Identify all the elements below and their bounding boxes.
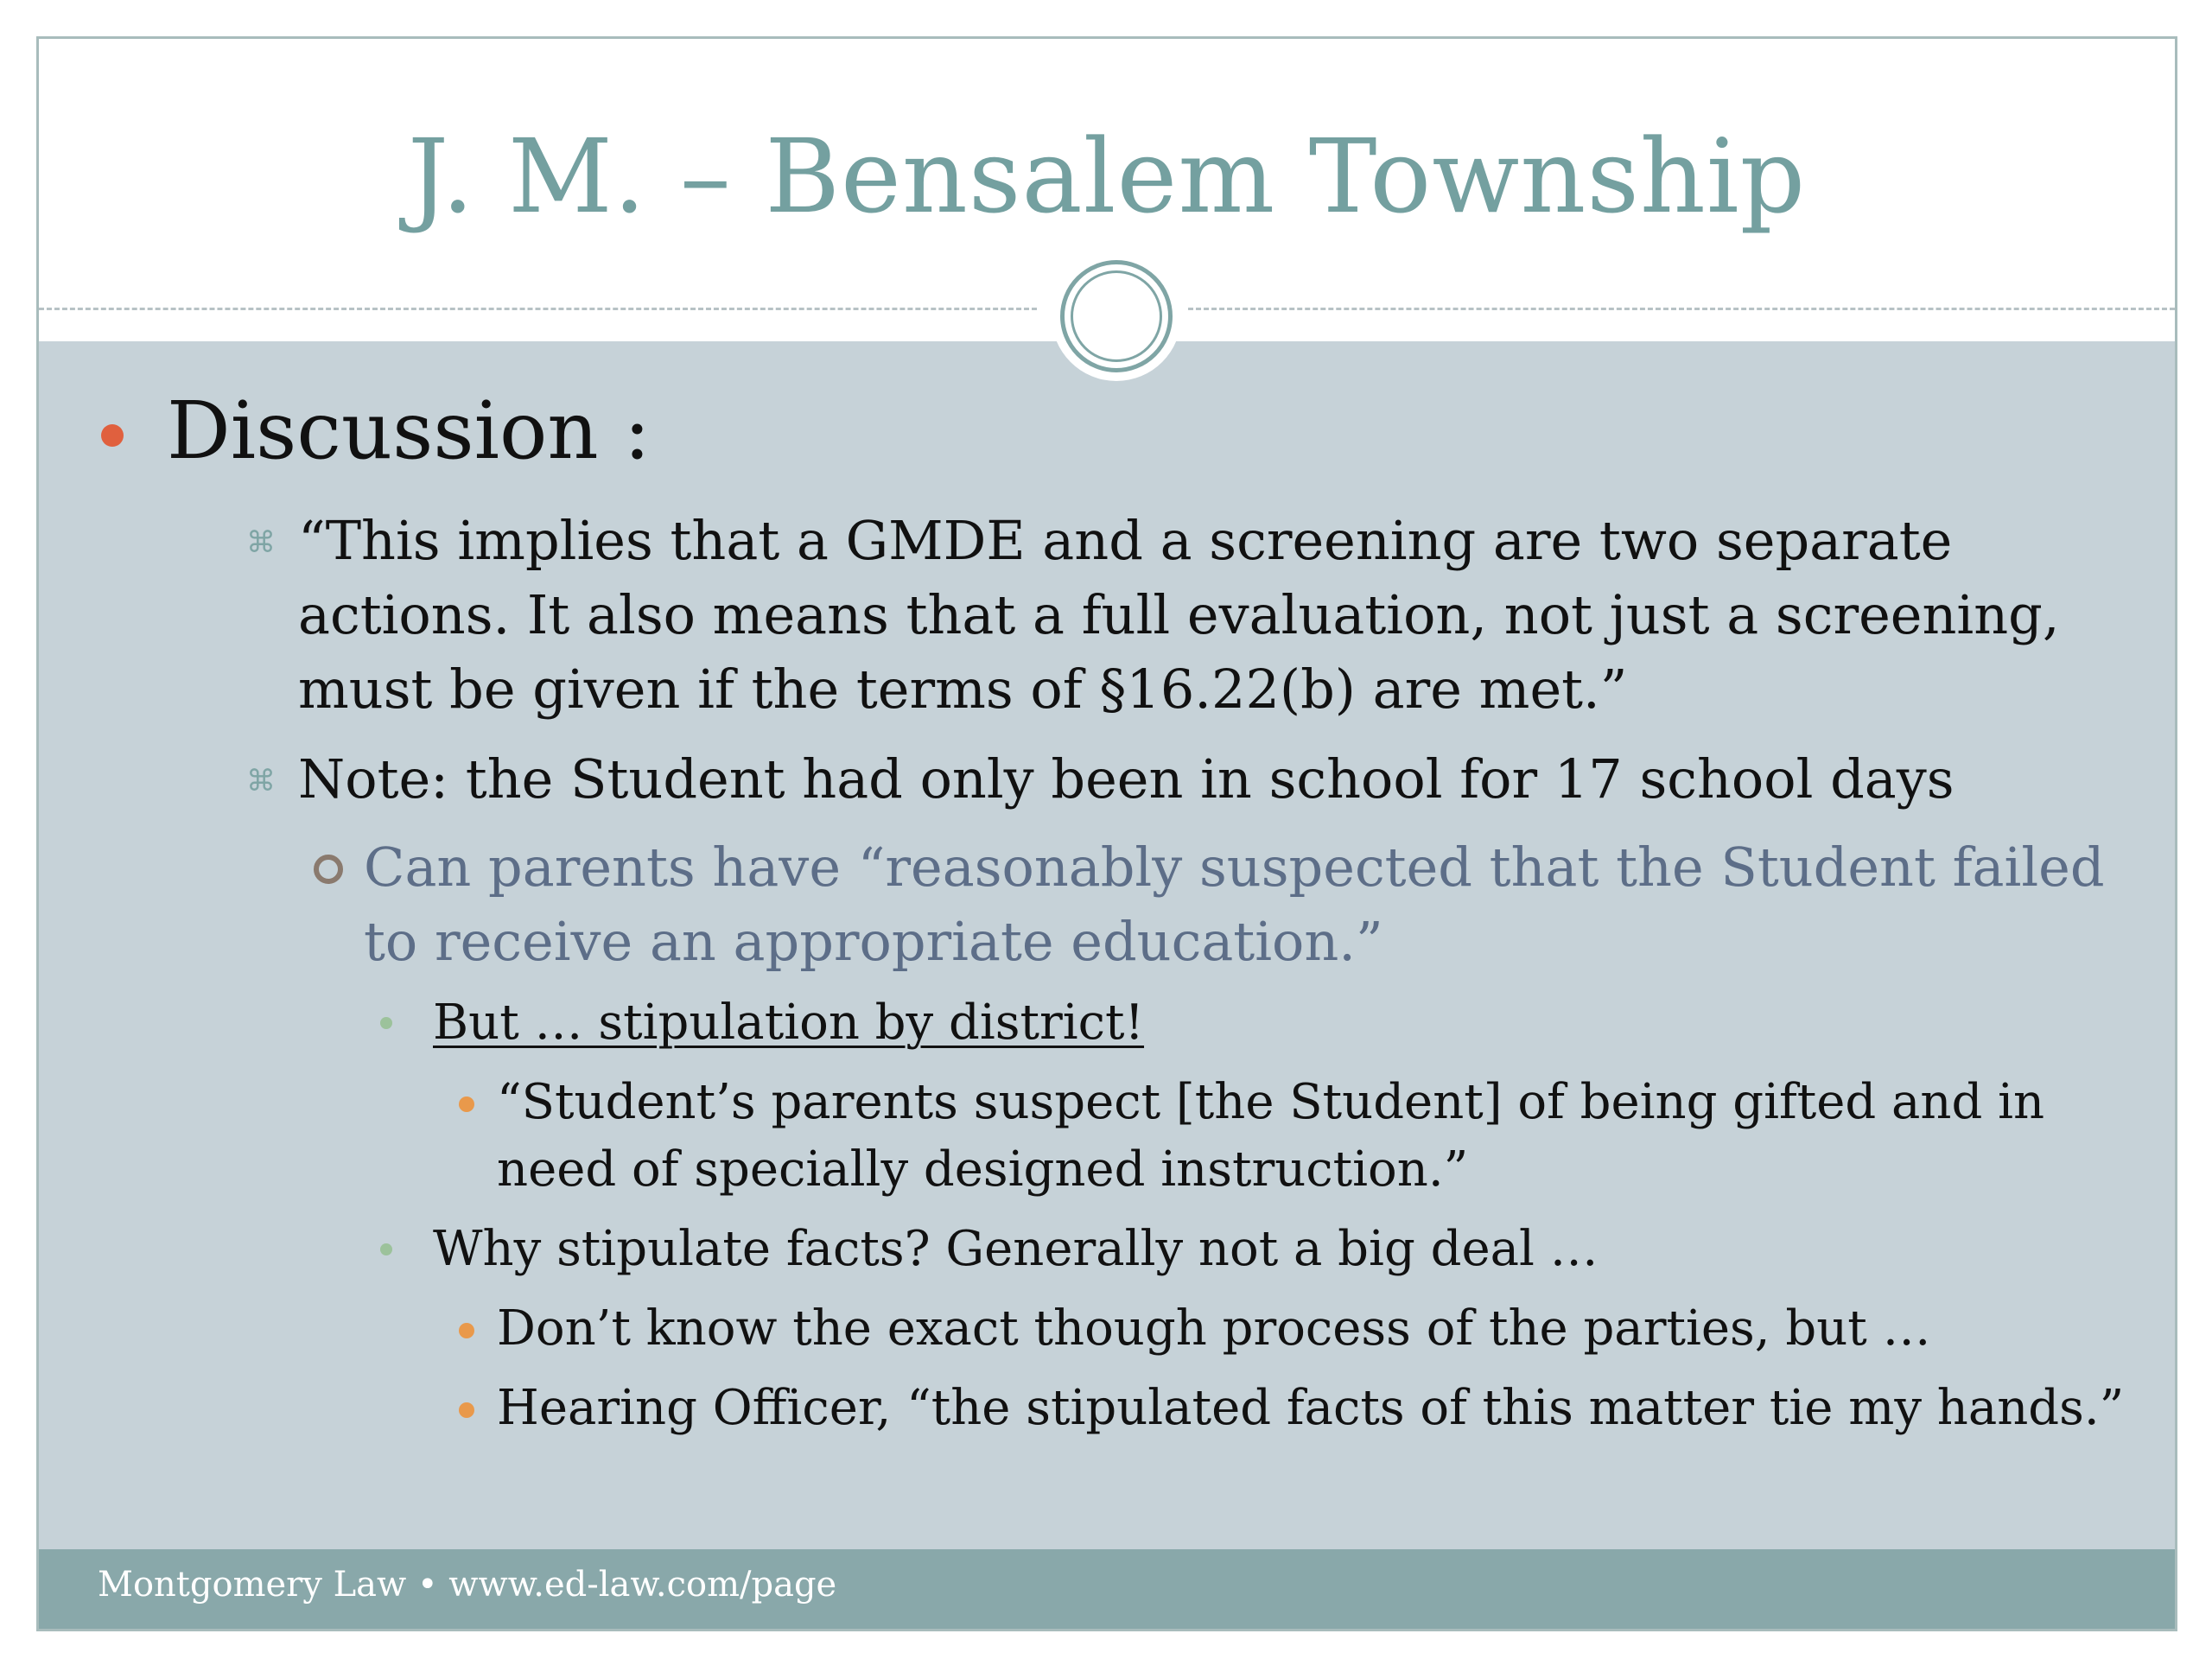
slide	[36, 36, 2177, 1631]
small-bullet-icon	[380, 1017, 392, 1029]
quote-line-3: must be given if the terms of §16.22(b) are met.”	[298, 658, 1628, 721]
hollow-circle-icon	[314, 855, 343, 884]
orange-bullet-icon	[459, 1323, 474, 1338]
discussion-bullet-icon	[101, 424, 124, 447]
why-stipulate-line: Why stipulate facts? Generally not a big deal …	[433, 1221, 1599, 1277]
footer-text: Montgomery Law • www.ed-law.com/page	[98, 1565, 837, 1605]
orange-bullet-icon	[459, 1402, 474, 1418]
x-mark-icon: ⌘	[246, 764, 276, 798]
small-bullet-icon	[380, 1243, 392, 1255]
question-line-2: to receive an appropriate education.”	[364, 910, 1383, 973]
note-line: Note: the Student had only been in school for 17 school days	[298, 747, 1955, 810]
stipulation-quote-line-2: need of specially designed instruction.”	[497, 1141, 1469, 1198]
slide-title: J. M. – Bensalem Township	[407, 117, 1807, 236]
stipulation-quote-line-1: “Student’s parents suspect [the Student] of being gifted and in	[497, 1074, 2045, 1130]
thought-process-line: Don’t know the exact though process of the parties, but …	[497, 1300, 1931, 1357]
quote-line-1: “This implies that a GMDE and a screening are two separate	[298, 509, 1953, 572]
x-mark-icon: ⌘	[246, 525, 276, 560]
quote-line-2: actions. It also means that a full evaluation, not just a screening,	[298, 583, 2060, 646]
question-line-1: Can parents have “reasonably suspected that the Student failed	[364, 836, 2105, 899]
title-divider-left	[39, 308, 1037, 310]
slide-footer	[39, 1549, 2175, 1629]
hearing-officer-line: Hearing Officer, “the stipulated facts of this matter tie my hands.”	[497, 1380, 2125, 1436]
discussion-heading: Discussion :	[167, 385, 651, 477]
stipulation-heading: But … stipulation by district!	[433, 995, 1145, 1051]
title-divider-right	[1188, 308, 2175, 310]
orange-bullet-icon	[459, 1096, 474, 1112]
ornament-inner-ring	[1071, 270, 1162, 362]
circle-ornament-icon	[1052, 251, 1181, 381]
